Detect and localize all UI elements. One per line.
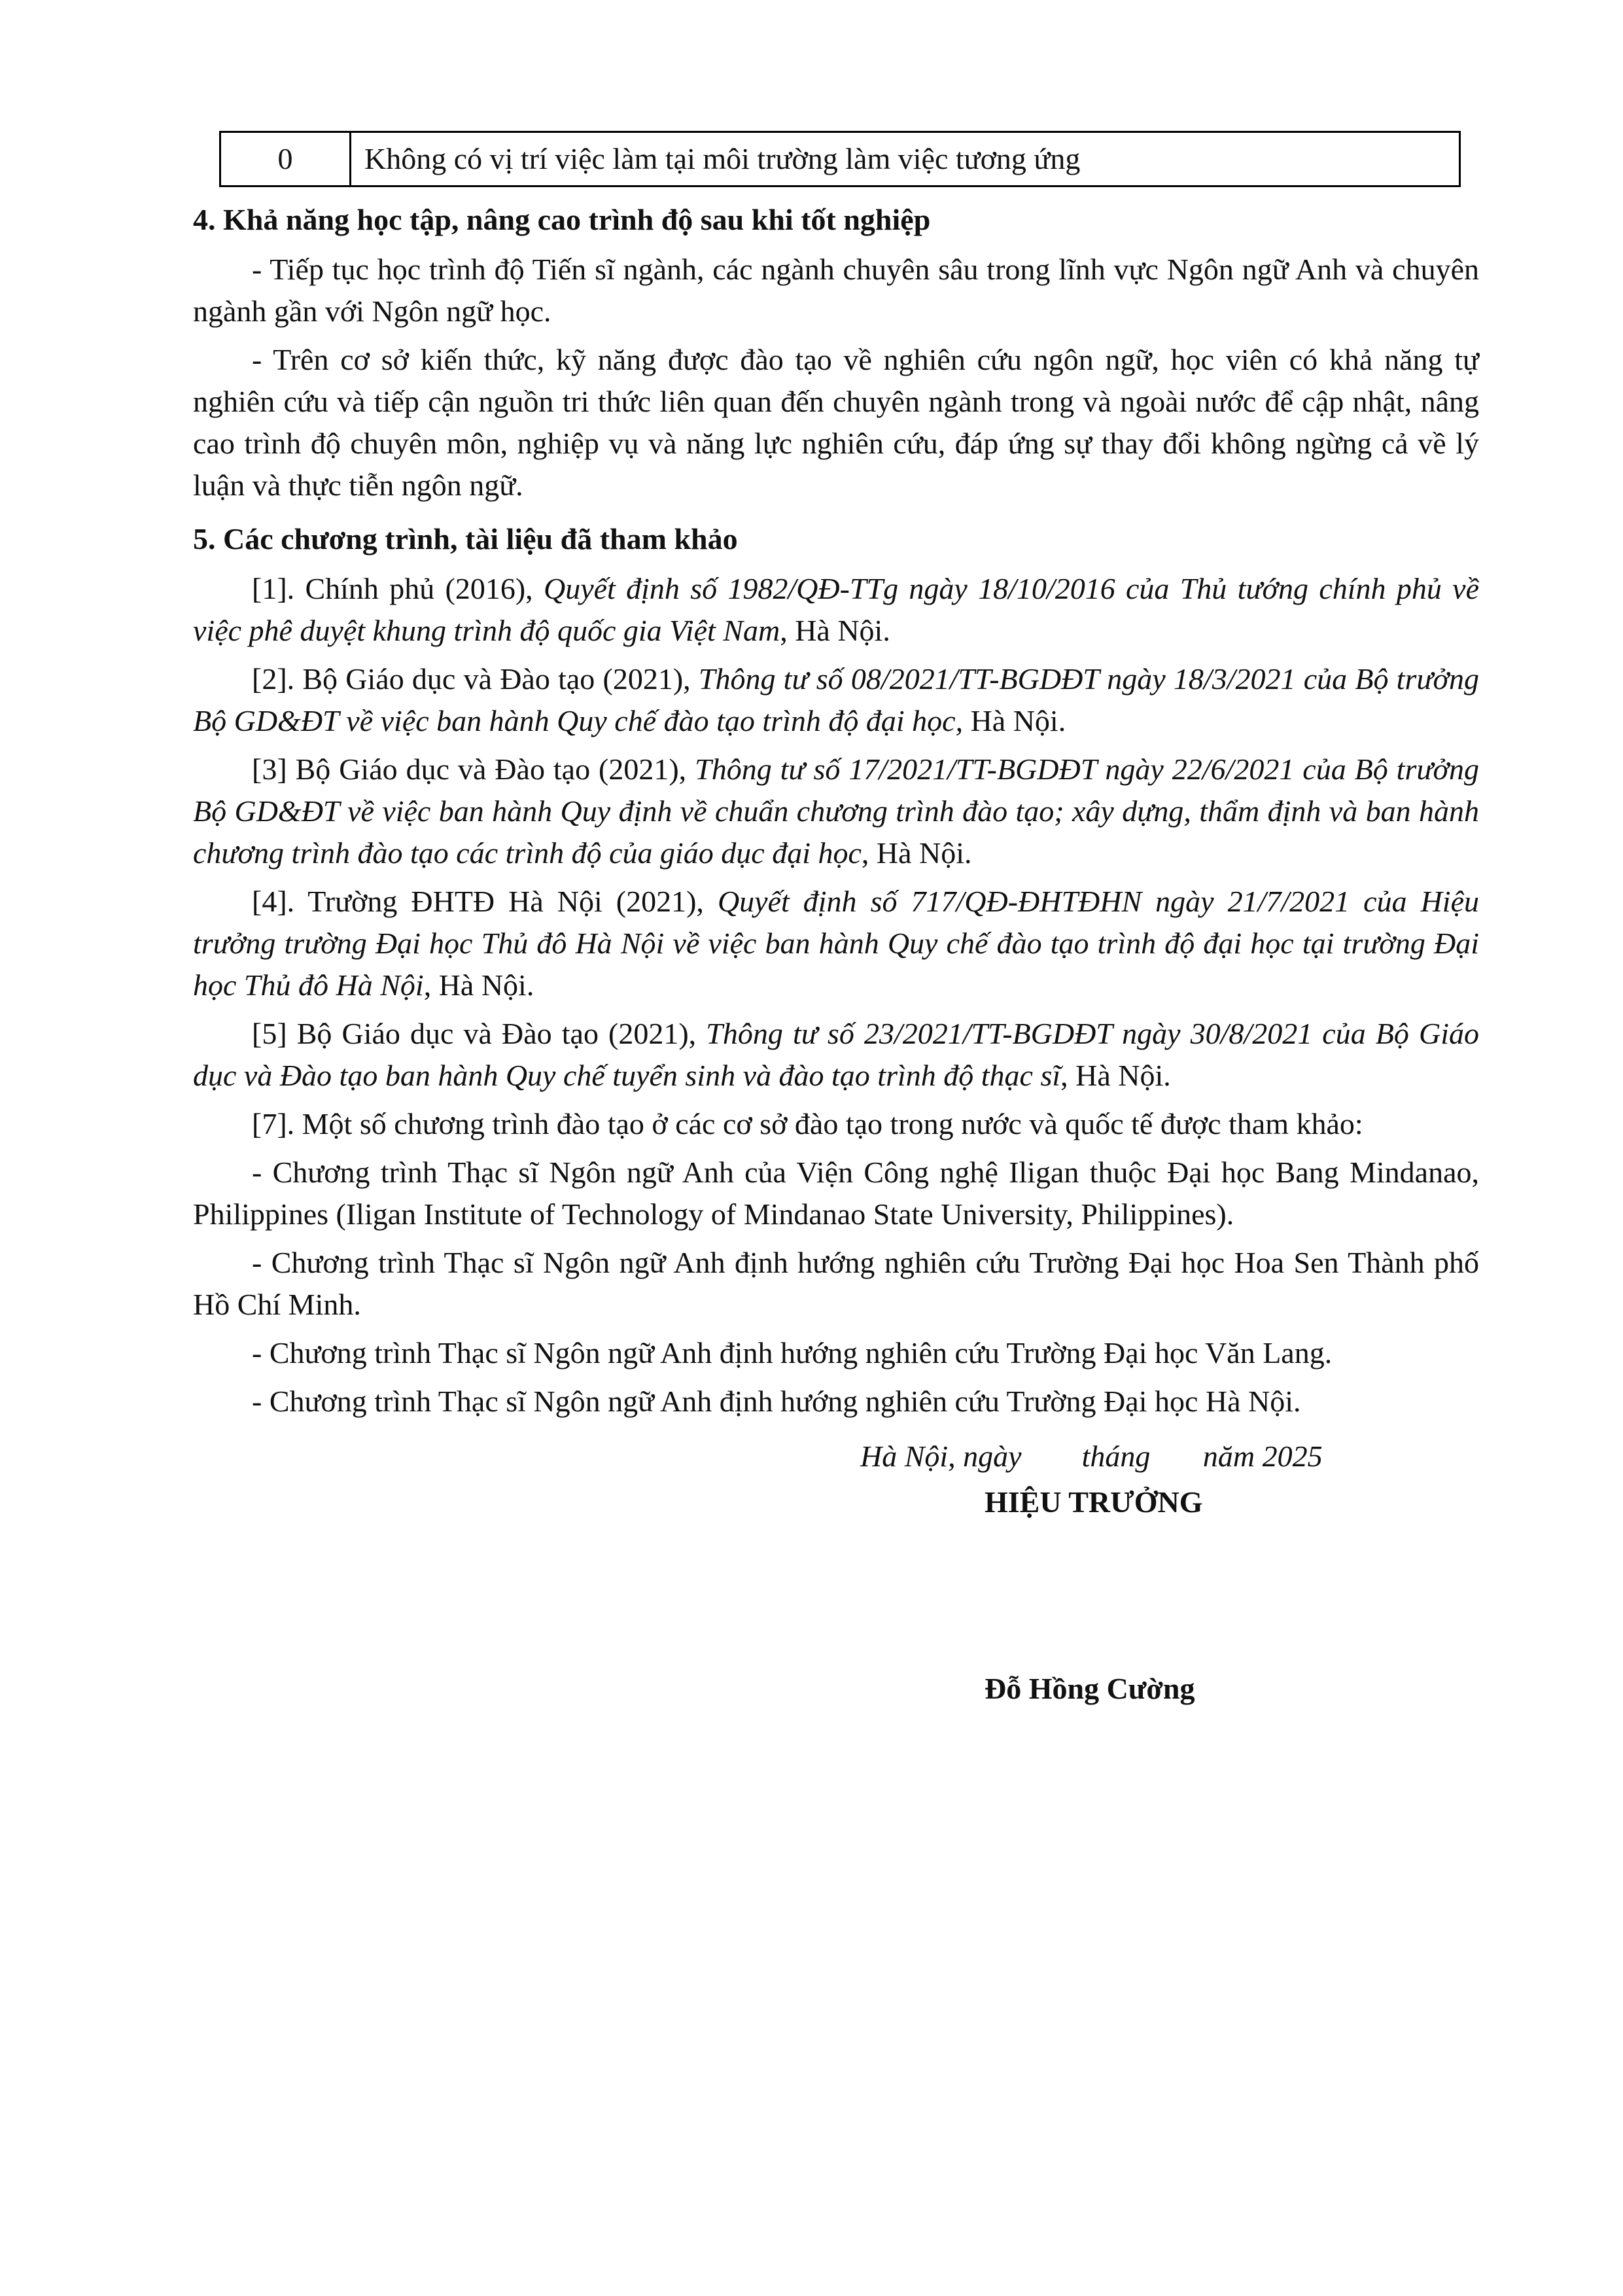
program-item: - Chương trình Thạc sĩ Ngôn ngữ Anh định hướng nghiên cứu Trường Đại học Hoa Sen Thành phố Hồ Chí Minh. bbox=[193, 1246, 1479, 1321]
section-4-heading: 4. Khả năng học tập, nâng cao trình độ sau khi tốt nghiệp bbox=[193, 203, 931, 236]
reference-source: [5] Bộ Giáo dục và Đào tạo (2021), bbox=[252, 1017, 707, 1050]
reference-place: Hà Nội. bbox=[963, 704, 1066, 737]
reference-title: Quyết định số 1982/QĐ-TTg ngày 18/10/2016 của Thủ tướng chính phủ về việc phê duyệt khung trình độ quốc gia Việt Nam bbox=[193, 572, 1479, 647]
reference-5 bbox=[193, 1013, 1479, 1097]
reference-2 bbox=[193, 658, 1479, 742]
reference-title: Thông tư số 23/2021/TT-BGDĐT ngày 30/8/2021 của Bộ Giáo dục và Đào tạo ban hành Quy chế tuyển sinh và đào tạo trình độ thạc sĩ bbox=[193, 1017, 1479, 1092]
reference-title: Quyết định số 717/QĐ-ĐHTĐHN ngày 21/7/2021 của Hiệu trưởng trường Đại học Thủ đô Hà Nội về việc ban hành Quy chế đào tạo trình độ đại học tại trường Đại học Thủ đô Hà Nội bbox=[193, 885, 1479, 1002]
signature-name: Đỗ Hồng Cường bbox=[985, 1672, 1195, 1705]
reference-source: [3] Bộ Giáo dục và Đào tạo (2021), bbox=[252, 752, 695, 786]
table-cell-score: 0 bbox=[220, 132, 351, 186]
reference-3 bbox=[193, 749, 1479, 874]
program-item: - Chương trình Thạc sĩ Ngôn ngữ Anh định hướng nghiên cứu Trường Đại học Văn Lang. bbox=[252, 1336, 1333, 1369]
signature-date: Hà Nội, ngày tháng năm 2025 bbox=[860, 1439, 1323, 1473]
reference-place: , Hà Nội. bbox=[861, 836, 972, 870]
reference-place: , Hà Nội. bbox=[780, 614, 890, 647]
reference-1 bbox=[193, 568, 1479, 652]
reference-4 bbox=[193, 881, 1479, 1006]
reference-7: [7]. Một số chương trình đào tạo ở các cơ sở đào tạo trong nước và quốc tế được tham khảo: bbox=[252, 1107, 1363, 1140]
reference-source: [4]. Trường ĐHTĐ Hà Nội (2021), bbox=[252, 885, 718, 918]
reference-title: Thông tư số 08/2021/TT-BGDĐT ngày 18/3/2021 của Bộ trưởng Bộ GD&ĐT về việc ban hành Quy chế đào tạo trình độ đại học, bbox=[193, 662, 1480, 737]
reference-place: , Hà Nội. bbox=[423, 968, 534, 1002]
program-item: - Chương trình Thạc sĩ Ngôn ngữ Anh của Viện Công nghệ Iligan thuộc Đại học Bang Mindanao, Philippines (Iligan Institute of Technology of Mindanao State University, Philippines). bbox=[193, 1156, 1479, 1231]
signature-role: HIỆU TRƯỞNG bbox=[985, 1485, 1203, 1519]
employment-table bbox=[219, 131, 1461, 187]
table-row bbox=[220, 132, 1460, 186]
section-4-paragraph-1: - Tiếp tục học trình độ Tiến sĩ ngành, các ngành chuyên sâu trong lĩnh vực Ngôn ngữ Anh và chuyên ngành gần với Ngôn ngữ học. bbox=[193, 253, 1479, 328]
reference-title: Thông tư số 17/2021/TT-BGDĐT ngày 22/6/2021 của Bộ trưởng Bộ GD&ĐT về việc ban hành Quy định về chuẩn chương trình đào tạo; xây dựng, thẩm định và ban hành chương trình đào tạo các trình độ của giáo dục đại học bbox=[193, 752, 1480, 870]
reference-source: [2]. Bộ Giáo dục và Đào tạo (2021), bbox=[252, 662, 699, 696]
reference-source: [1]. Chính phủ (2016), bbox=[252, 572, 544, 605]
program-item: - Chương trình Thạc sĩ Ngôn ngữ Anh định hướng nghiên cứu Trường Đại học Hà Nội. bbox=[252, 1385, 1301, 1418]
document-page bbox=[193, 131, 1480, 1705]
table-cell-description: Không có vị trí việc làm tại môi trường làm việc tương ứng bbox=[351, 132, 1460, 186]
section-4-paragraph-2: - Trên cơ sở kiến thức, kỹ năng được đào tạo về nghiên cứu ngôn ngữ, học viên có khả năng tự nghiên cứu và tiếp cận nguồn tri thức liên quan đến chuyên ngành trong và ngoài nước để cập nhật, nâng cao trình độ chuyên môn, nghiệp vụ và năng lực nghiên cứu, đáp ứng sự thay đổi không ngừng cả về lý luận và thực tiễn ngôn ngữ. bbox=[193, 343, 1479, 502]
reference-place: , Hà Nội. bbox=[1060, 1059, 1171, 1092]
section-5-heading: 5. Các chương trình, tài liệu đã tham khảo bbox=[193, 522, 738, 556]
